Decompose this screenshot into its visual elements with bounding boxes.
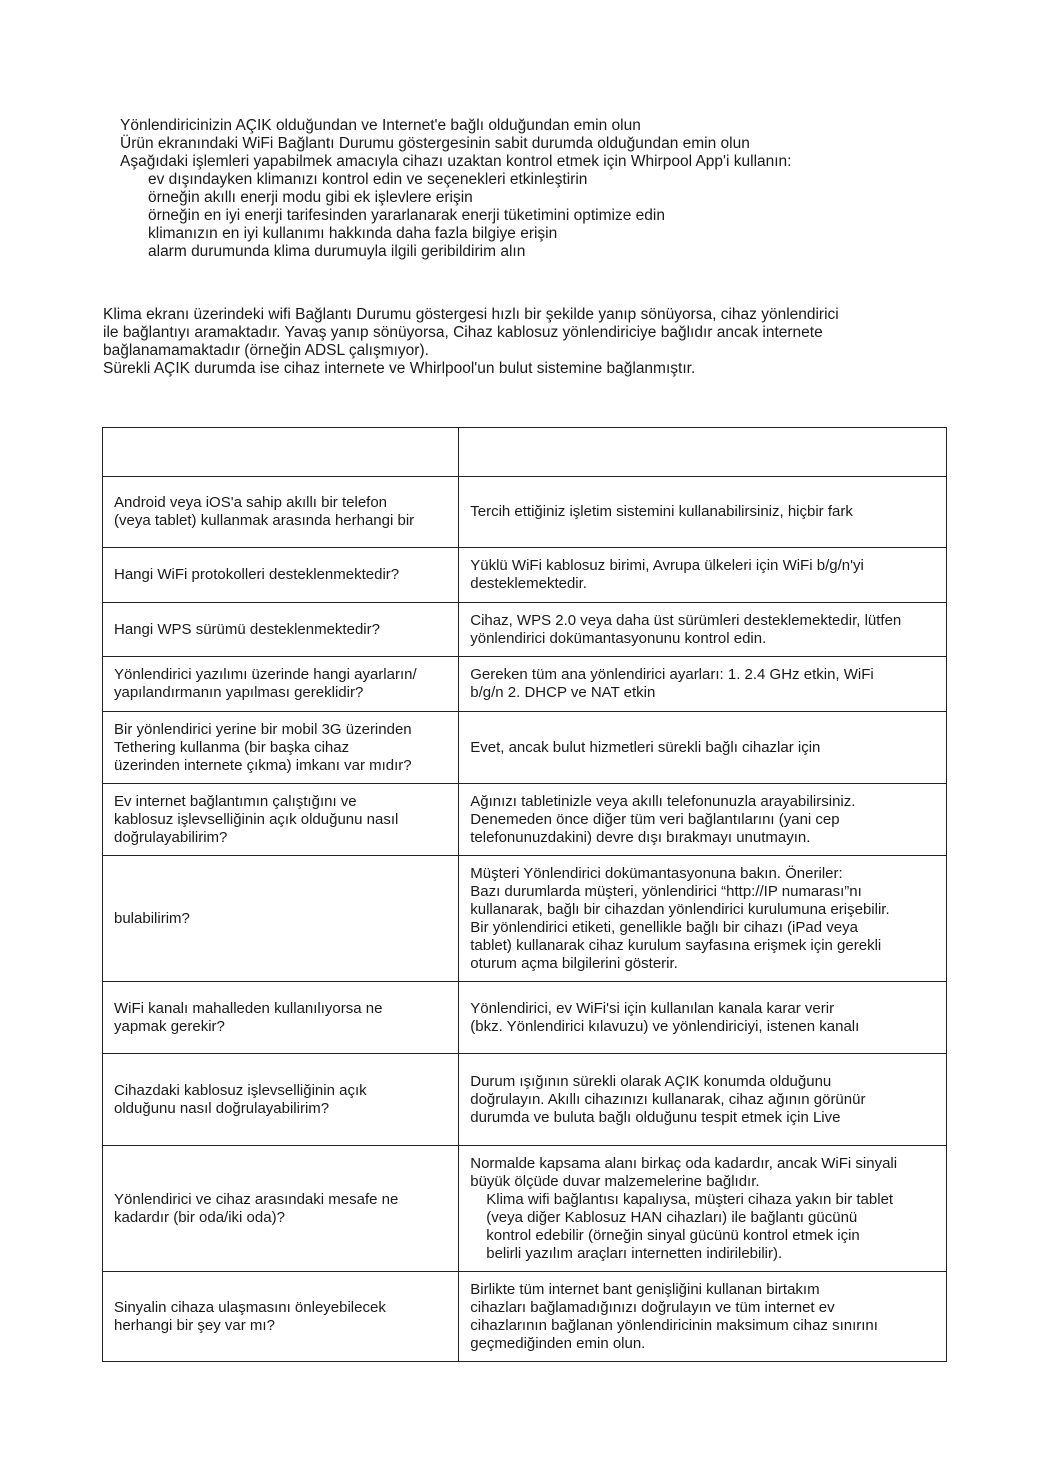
- faq-answer: Durum ışığının sürekli olarak AÇIK konumda olduğunu doğrulayın. Akıllı cihazınızı kullanarak, cihaz ağının görünür durumda ve buluta bağlı olduğunu tespit etmek için Live: [459, 1054, 947, 1146]
- faq-question: Yönlendirici yazılımı üzerinde hangi ayarların/ yapılandırmanın yapılması gereklidir?: [103, 657, 459, 712]
- table-row: [103, 603, 947, 657]
- intro-sub-line: klimanızın en iyi kullanımı hakkında daha fazla bilgiye erişin: [148, 225, 558, 242]
- status-line: ile bağlantıyı aramaktadır. Yavaş yanıp sönüyorsa, Cihaz kablosuz yönlendiriciye bağlıdır ancak internete: [103, 324, 823, 341]
- faq-question: Cihazdaki kablosuz işlevselliğinin açık olduğunu nasıl doğrulayabilirim?: [103, 1054, 459, 1146]
- status-line: Sürekli AÇIK durumda ise cihaz internete ve Whirlpool'un bulut sistemine bağlanmıştır.: [103, 360, 696, 377]
- table-row: [103, 784, 947, 856]
- table-row: [103, 712, 947, 784]
- faq-answer-main: Normalde kapsama alanı birkaç oda kadardır, ancak WiFi sinyali büyük ölçüde duvar malzemelerine bağlıdır.: [470, 1154, 898, 1190]
- faq-header-row: [103, 428, 947, 477]
- intro-sub-line: ev dışındayken klimanızı kontrol edin ve seçenekleri etkinleştirin: [148, 171, 588, 188]
- faq-answer: Ağınızı tabletinizle veya akıllı telefonunuzla arayabilirsiniz. Denemeden önce diğer tüm veri bağlantılarını (yani cep telefonunuzdakini) devre dışı bırakmayı unutmayın.: [459, 784, 947, 856]
- faq-answer: Müşteri Yönlendirici dokümantasyonuna bakın. Öneriler: Bazı durumlarda müşteri, yönlendirici “http://IP numarası”nı kullanarak, bağlı bir cihazdan yönlendirici kurulumuna erişebilir. Bir yönlendirici etiketi, genellikle bağlı bir cihazı (iPad veya tablet) kullanarak cihaz kurulum sayfasına erişmek için gerekli oturum açma bilgilerini gösterir.: [459, 856, 947, 982]
- faq-question: Android veya iOS'a sahip akıllı bir telefon (veya tablet) kullanmak arasında herhangi bir: [103, 477, 459, 548]
- status-line: Klima ekranı üzerindeki wifi Bağlantı Durumu göstergesi hızlı bir şekilde yanıp sönüyorsa, cihaz yönlendirici: [103, 306, 839, 323]
- table-row: [103, 477, 947, 548]
- intro-sub-line: alarm durumunda klima durumuyla ilgili geribildirim alın: [148, 243, 526, 260]
- faq-question: Sinyalin cihaza ulaşmasını önleyebilecek herhangi bir şey var mı?: [103, 1272, 459, 1362]
- faq-question: Yönlendirici ve cihaz arasındaki mesafe ne kadardır (bir oda/iki oda)?: [103, 1146, 459, 1272]
- faq-answer: Gereken tüm ana yönlendirici ayarları: 1. 2.4 GHz etkin, WiFi b/g/n 2. DHCP ve NAT etkin: [459, 657, 947, 712]
- faq-question: Bir yönlendirici yerine bir mobil 3G üzerinden Tethering kullanma (bir başka cihaz üzerinden internete çıkma) imkanı var mıdır?: [103, 712, 459, 784]
- intro-line: Ürün ekranındaki WiFi Bağlantı Durumu göstergesinin sabit durumda olduğundan emin olun: [120, 135, 750, 152]
- faq-question: Hangi WiFi protokolleri desteklenmektedir?: [103, 548, 459, 603]
- faq-answer: Birlikte tüm internet bant genişliğini kullanan birtakım cihazları bağlamadığınızı doğrulayın ve tüm internet ev cihazlarının bağlanan yönlendiricinin maksimum cihaz sınırını geçmediğinden emin olun.: [459, 1272, 947, 1362]
- table-row: [103, 1146, 947, 1272]
- faq-header-answer: [459, 428, 947, 477]
- faq-answer: Yönlendirici, ev WiFi'si için kullanılan kanala karar verir (bkz. Yönlendirici kılavuzu) ve yönlendiriciyi, istenen kanalı: [459, 982, 947, 1054]
- table-row: [103, 1272, 947, 1362]
- table-row: [103, 982, 947, 1054]
- faq-answer: Yüklü WiFi kablosuz birimi, Avrupa ülkeleri için WiFi b/g/n'yi desteklemektedir.: [459, 548, 947, 603]
- table-row: [103, 548, 947, 603]
- faq-answer: Cihaz, WPS 2.0 veya daha üst sürümleri desteklemektedir, lütfen yönlendirici dokümantasyonunu kontrol edin.: [459, 603, 947, 657]
- faq-answer: Tercih ettiğiniz işletim sistemini kullanabilirsiniz, hiçbir fark: [459, 477, 947, 548]
- intro-checklist: [120, 117, 980, 261]
- faq-header-question: [103, 428, 459, 477]
- faq-table: [102, 427, 947, 1362]
- status-line: bağlanamamaktadır (örneğin ADSL çalışmıyor).: [103, 342, 429, 359]
- status-indicator-paragraph: [103, 306, 953, 378]
- intro-line: Yönlendiricinizin AÇIK olduğundan ve Internet'e bağlı olduğundan emin olun: [120, 117, 641, 134]
- faq-answer: [459, 1146, 947, 1272]
- faq-question: WiFi kanalı mahalleden kullanılıyorsa ne yapmak gerekir?: [103, 982, 459, 1054]
- faq-question: Hangi WPS sürümü desteklenmektedir?: [103, 603, 459, 657]
- table-row: [103, 1054, 947, 1146]
- faq-question: bulabilirim?: [103, 856, 459, 982]
- table-row: [103, 657, 947, 712]
- faq-answer-indented: Klima wifi bağlantısı kapalıysa, müşteri cihaza yakın bir tablet (veya diğer Kablosuz HAN cihazları) ile bağlantı gücünü kontrol edebilir (örneğin sinyal gücünü kontrol etmek için belirli yazılım araçları internetten indirilebilir).: [486, 1190, 894, 1262]
- intro-line: Aşağıdaki işlemleri yapabilmek amacıyla cihazı uzaktan kontrol etmek için Whirpool App'i kullanın:: [120, 153, 792, 170]
- intro-sub-line: örneğin akıllı enerji modu gibi ek işlevlere erişin: [148, 189, 473, 206]
- intro-sub-line: örneğin en iyi enerji tarifesinden yararlanarak enerji tüketimini optimize edin: [148, 207, 665, 224]
- faq-question: Ev internet bağlantımın çalıştığını ve kablosuz işlevselliğinin açık olduğunu nasıl doğrulayabilirim?: [103, 784, 459, 856]
- table-row: [103, 856, 947, 982]
- faq-answer: Evet, ancak bulut hizmetleri sürekli bağlı cihazlar için: [459, 712, 947, 784]
